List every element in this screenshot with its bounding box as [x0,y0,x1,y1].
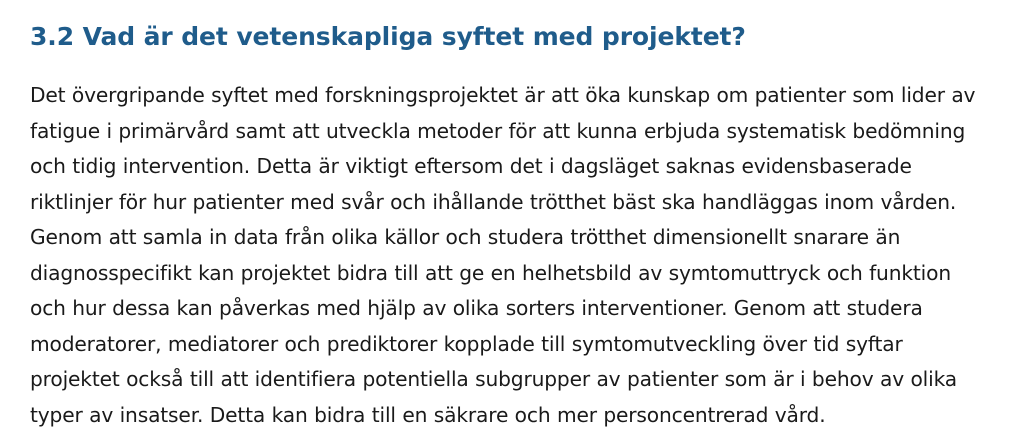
section-heading: 3.2 Vad är det vetenskapliga syftet med projektet? [30,22,746,51]
section-body-paragraph: Det övergripande syftet med forskningsprojektet är att öka kunskap om patienter som lider av fatigue i primärvård samt att utveckla metoder för att kunna erbjuda systematisk bedömning och tidig intervention. Detta är viktigt eftersom det i dagsläget saknas evidensbaserade riktlinjer för hur patienter med svår och ihållande trötthet bäst ska handläggas inom vården. Genom att samla in data från olika källor och studera trötthet dimensionellt snarare än diagnosspecifikt kan projektet bidra till att ge en helhetsbild av symtomuttryck och funktion och hur dessa kan påverkas med hjälp av olika sorters interventioner. Genom att studera moderatorer, mediatorer och prediktorer kopplade till symtomutveckling över tid syftar projektet också till att identifiera potentiella subgrupper av patienter som är i behov av olika typer av insatser. Detta kan bidra till en säkrare och mer personcentrerad vård. [30,83,976,427]
